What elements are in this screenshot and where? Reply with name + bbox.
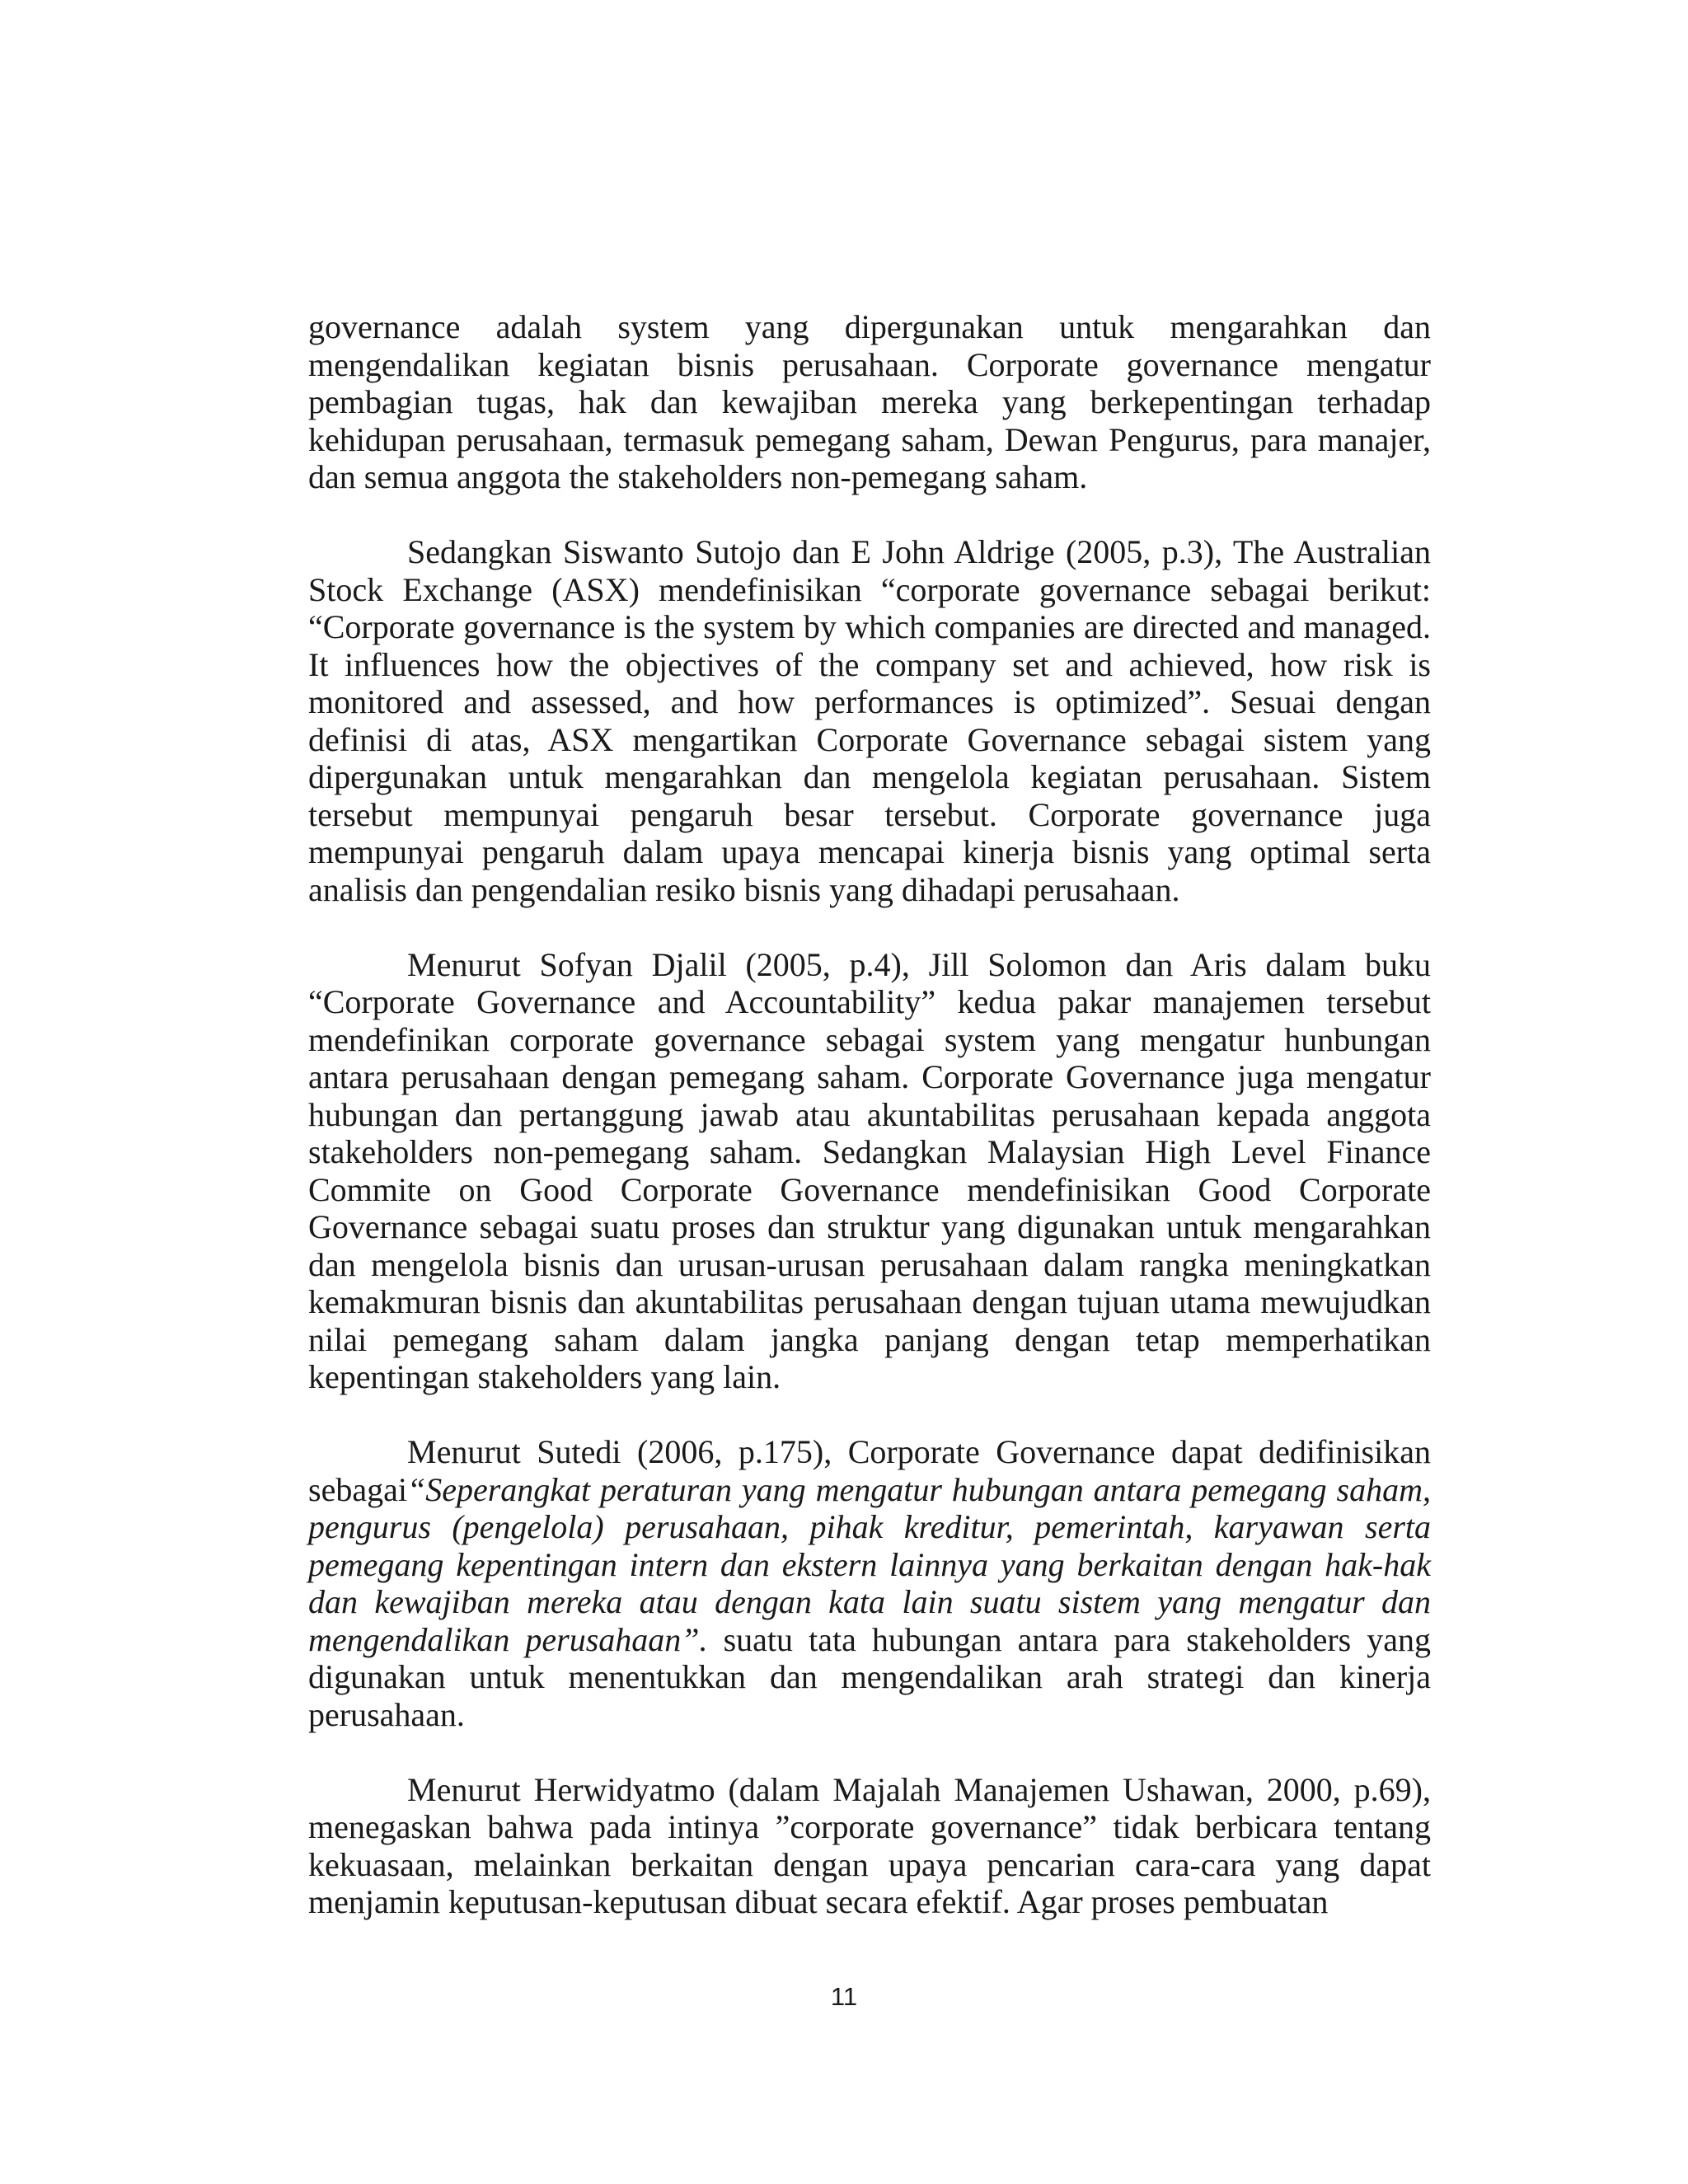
paragraph-4-tail: suatu tata hubungan antara para stakeholders yang digunakan untuk menentukkan dan mengendalikan arah strategi dan kinerja perusahaan. bbox=[308, 1620, 1432, 1733]
body-text bbox=[308, 308, 1431, 1921]
paragraph-3: Menurut Sofyan Djalil (2005, p.4), Jill Solomon dan Aris dalam buku “Corporate Governance and Accountability” kedua pakar manajemen tersebut mendefinikan corporate governance sebagai system yang mengatur hunbungan antara perusahaan dengan pemegang saham. Corporate Governance juga mengatur hubungan dan pertanggung jawab atau akuntabilitas perusahaan kepada anggota stakeholders non-pemegang saham. Sedangkan Malaysian High Level Finance Commite on Good Corporate Governance mendefinisikan Good Corporate Governance sebagai suatu proses dan struktur yang digunakan untuk mengarahkan dan mengelola bisnis dan urusan-urusan perusahaan dalam rangka meningkatkan kemakmuran bisnis dan akuntabilitas perusahaan dengan tujuan utama mewujudkan nilai pemegang saham dalam jangka panjang dengan tetap memperhatikan kepentingan stakeholders yang lain. bbox=[308, 945, 1431, 1395]
paragraph-2: Sedangkan Siswanto Sutojo dan E John Aldrige (2005, p.3), The Australian Stock Exchange (ASX) mendefinisikan “corporate governance sebagai berikut: “Corporate governance is the system by which companies are directed and managed. It influences how the objectives of the company set and achieved, how risk is monitored and assessed, and how performances is optimized”. Sesuai dengan definisi di atas, ASX mengartikan Corporate Governance sebagai sistem yang dipergunakan untuk mengarahkan dan mengelola kegiatan perusahaan. Sistem tersebut mempunyai pengaruh besar tersebut. Corporate governance juga mempunyai pengaruh dalam upaya mencapai kinerja bisnis yang optimal serta analisis dan pengendalian resiko bisnis yang dihadapi perusahaan. bbox=[308, 533, 1431, 908]
paragraph-4-lead: Menurut Sutedi (2006, p.175), Corporate Governance dapat dedifinisikan sebagai bbox=[308, 1433, 1431, 1508]
paragraph-4-quote: “Seperangkat peraturan yang mengatur hubungan antara pemegang saham, pengurus (pengelola) perusahaan, pihak kreditur, pemerintah, karyawan serta pemegang kepentingan intern dan ekstern lainnya yang berkaitan dengan hak-hak dan kewajiban mereka atau dengan kata lain suatu sistem yang mengatur dan mengendalikan perusahaan”. bbox=[308, 1470, 1431, 1658]
paragraph-1: governance adalah system yang dipergunakan untuk mengarahkan dan mengendalikan kegiatan bisnis perusahaan. Corporate governance mengatur pembagian tugas, hak dan kewajiban mereka yang berkepentingan terhadap kehidupan perusahaan, termasuk pemegang saham, Dewan Pengurus, para manajer, dan semua anggota the stakeholders non-pemegang saham. bbox=[308, 308, 1431, 495]
page-number: 11 bbox=[830, 1982, 858, 2011]
paragraph-4 bbox=[308, 1433, 1431, 1733]
paragraph-5: Menurut Herwidyatmo (dalam Majalah Manajemen Ushawan, 2000, p.69), menegaskan bahwa pada intinya ”corporate governance” tidak berbicara tentang kekuasaan, melainkan berkaitan dengan upaya pencarian cara-cara yang dapat menjamin keputusan-keputusan dibuat secara efektif. Agar proses pembuatan bbox=[308, 1770, 1431, 1920]
